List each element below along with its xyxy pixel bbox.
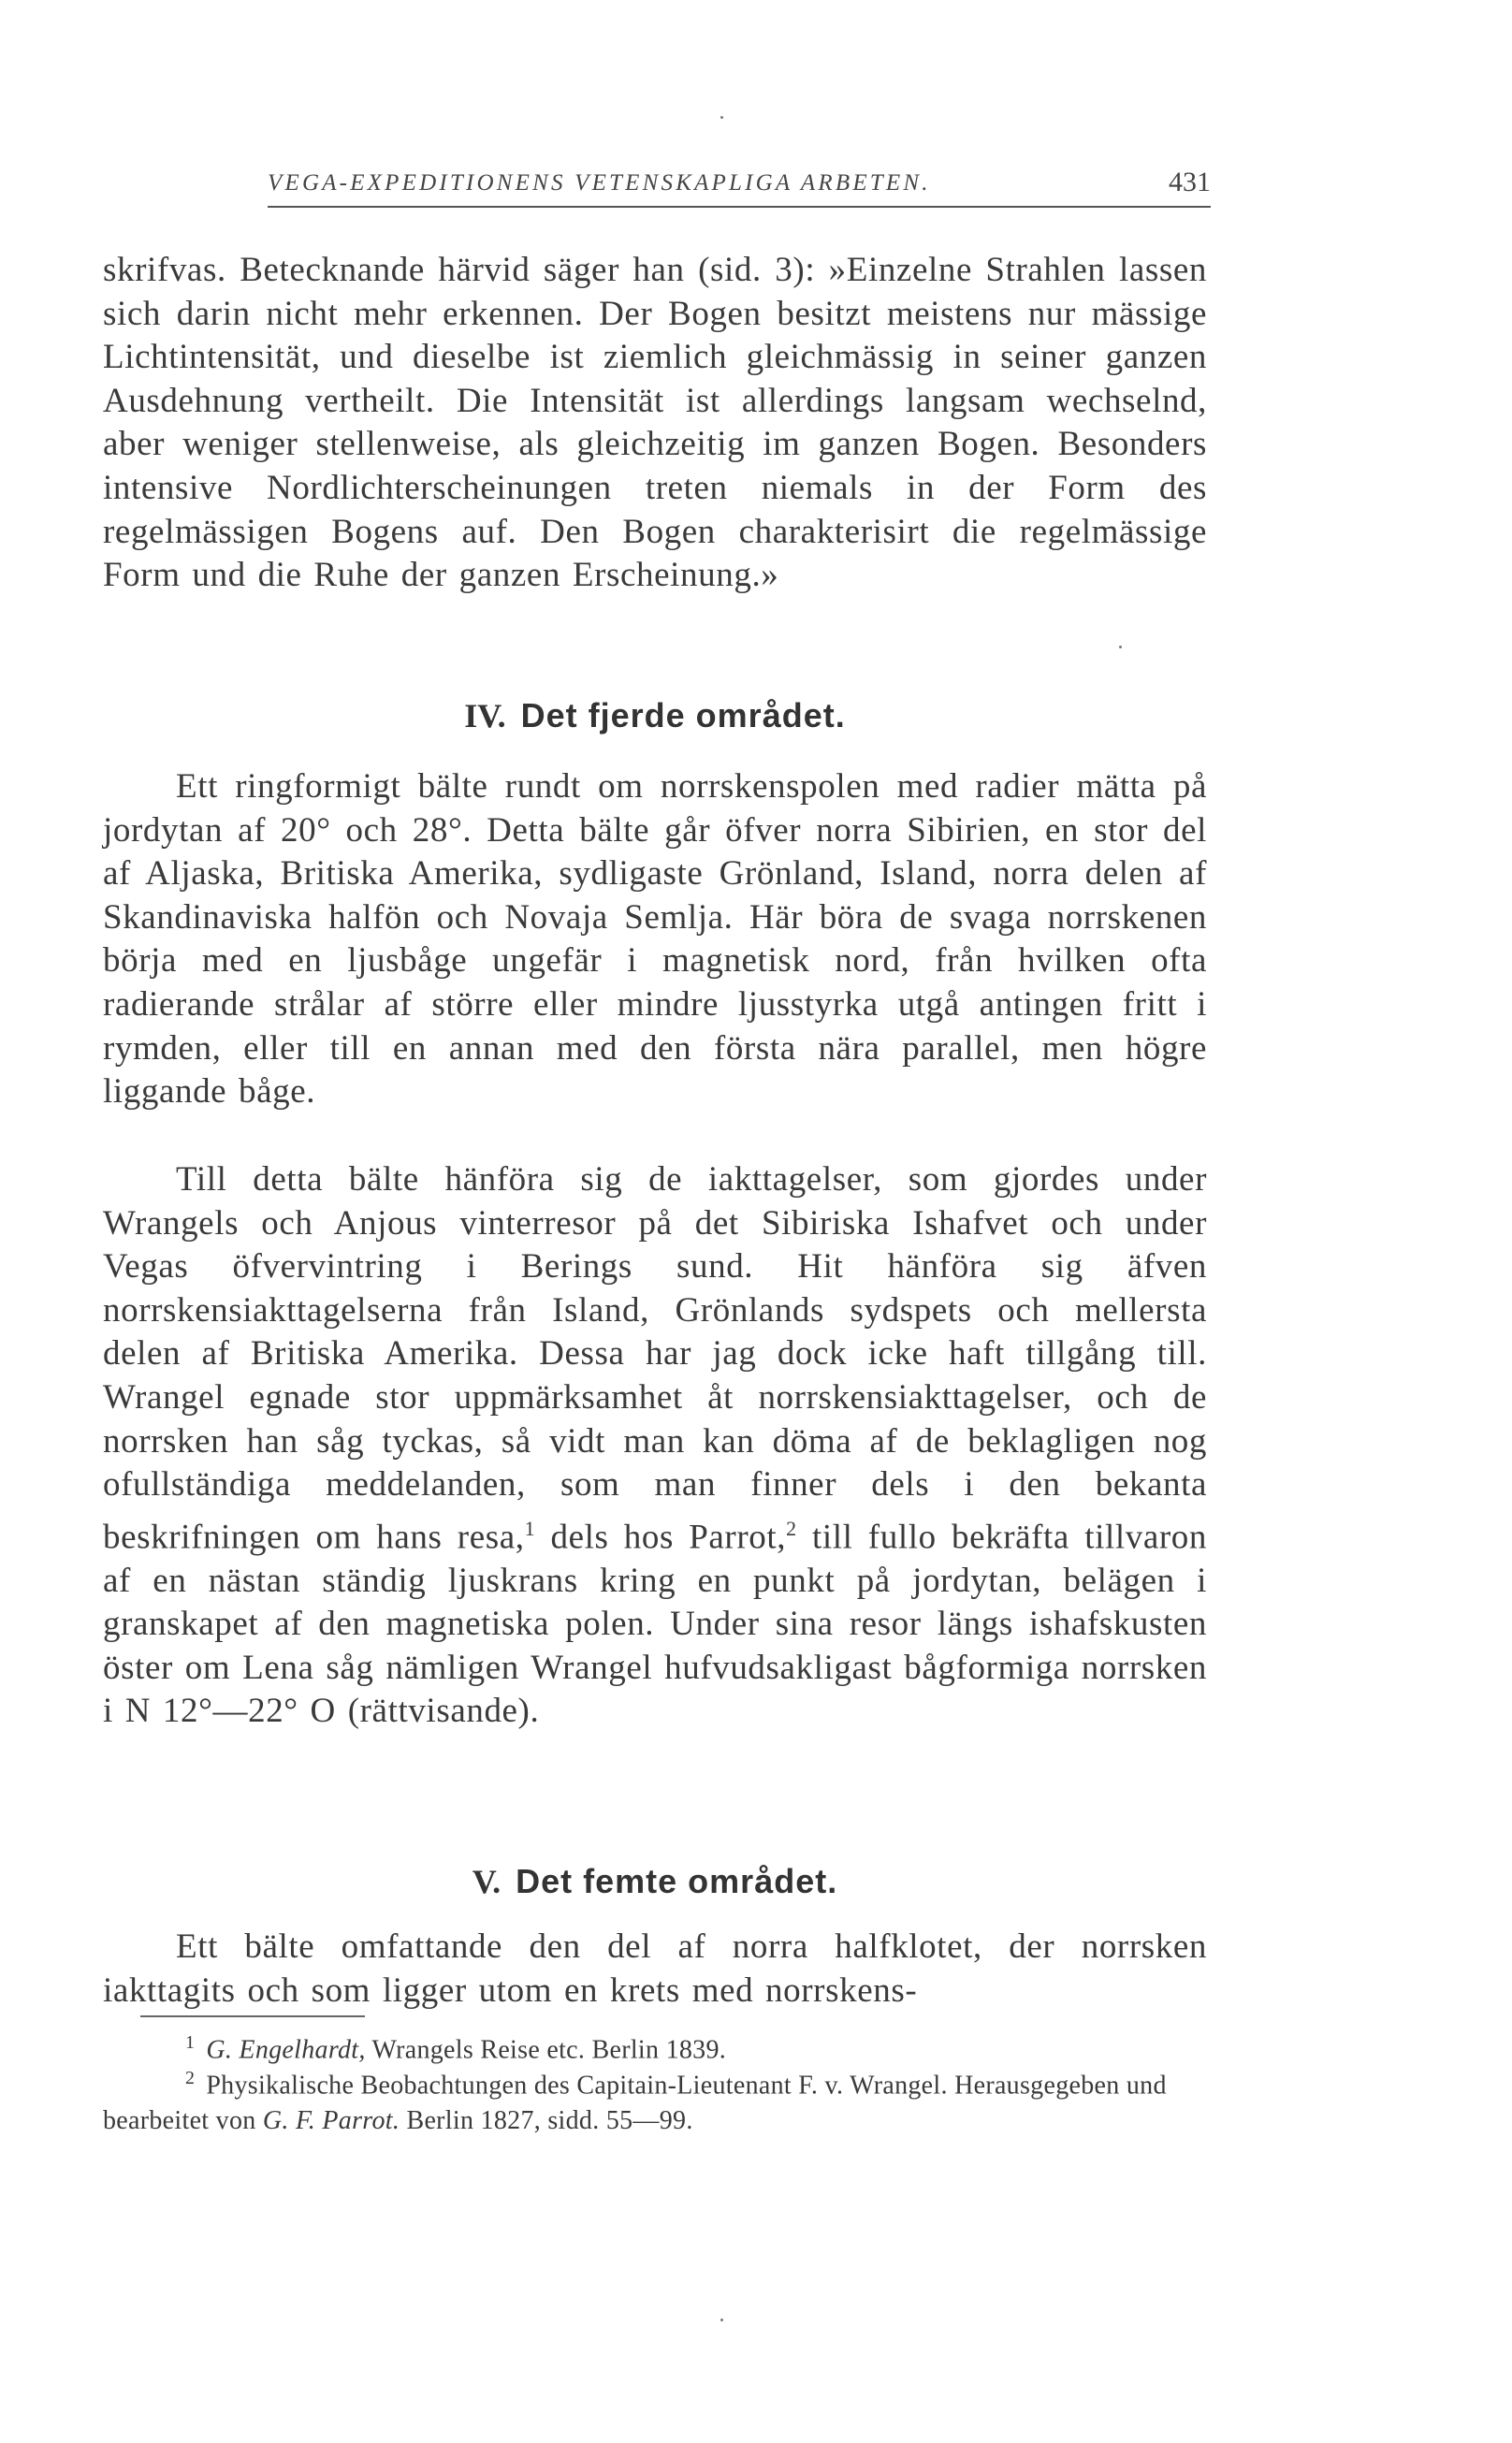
paragraph-observations xyxy=(103,1158,1207,1734)
paragraph-quote: skrifvas. Betecknande härvid säger han (sid. 3): »Einzelne Strahlen lassen sich darin nicht mehr erkennen. Der Bogen besitzt meistens nur mässige Lichtintensität, und dieselbe ist ziemlich gleichmässig in seiner ganzen Ausdehnung vertheilt. Die Intensität ist allerdings langsam wechselnd, aber weniger stellenweise, als gleichzeitig im ganzen Bogen. Besonders intensive Nordlichterscheinungen treten niemals in der Form des regelmässigen Bogens auf. Den Bogen charakterisirt die regelmässige Form und die Ruhe der ganzen Erscheinung.» xyxy=(103,251,1207,595)
footnote-ref-2[interactable]: 2 xyxy=(786,1516,797,1540)
paragraph-fourth-region: Ett ringformigt bälte rundt om norrskenspolen med radier mätta på jordytan af 20° och 28°. Detta bälte går öfver norra Sibirien, en stor del af Aljaska, Britiska Amerika, sydligaste Grönland, Island, norra delen af Skandinaviska halfön och Novaja Semlja. Här böra de svaga norrskenen börja med en ljusbåge ungefär i magnetisk nord, från hvilken ofta radierande strålar af större eller mindre ljusstyrka utgå antingen fritt i rymden, eller till en annan med den första nära parallel, men högre liggande båge. xyxy=(103,767,1207,1112)
section-numeral: IV. xyxy=(464,697,506,734)
section-numeral: V. xyxy=(472,1863,502,1900)
header-title: VEGA-EXPEDITIONENS VETENSKAPLIGA ARBETEN. xyxy=(268,170,931,196)
print-speck xyxy=(720,2319,723,2321)
print-speck xyxy=(1119,646,1122,648)
footnote-author: G. F. Parrot. xyxy=(262,2106,400,2136)
footnote-ref-1[interactable]: 1 xyxy=(524,1516,536,1540)
footnote-author: G. Engelhardt, xyxy=(206,2035,366,2065)
print-speck xyxy=(720,116,723,119)
section-heading-v xyxy=(103,1862,1207,1901)
paragraph-text: dels hos Parrot, xyxy=(550,1518,787,1557)
section-title: Det femte området. xyxy=(516,1862,838,1900)
footnote-divider xyxy=(140,2015,365,2017)
footnote-2 xyxy=(103,2060,1207,2139)
footnote-mark: 2 xyxy=(185,2068,196,2088)
paragraph-text: Till detta bälte hänföra sig de iakttagelser, som gjordes under Wrangels och Anjous vinterresor på det Sibiriska Ishafvet och under Vegas öfvervintring i Berings sund. Hit hänföra sig äfven norrskensiakttagelserna från Island, Grönlands sydspets och mellersta delen af Britiska Amerika. Dessa har jag dock icke haft tillgång till. Wrangel egnade stor uppmärksamhet åt norrskensiakttagelser, och de norrsken han såg tyckas, så vidt man kan döma af de beklagligen nog ofullständiga meddelanden, som man finner dels i den bekanta beskrifningen om hans resa, xyxy=(103,1160,1207,1557)
page-number: 431 xyxy=(1169,167,1211,197)
running-header xyxy=(268,165,1211,208)
paragraph-text: till fullo bekräfta tillvaron af en nästan ständig ljuskrans kring en punkt på jordytan, belägen i granskapet af den magnetiska polen. Under sina resor längs ishafskusten öster om Lena såg nämligen Wrangel hufvudsakligast bågformiga norrsken i N 12°—22° O (rättvisande). xyxy=(103,1518,1207,1731)
paragraph-fifth-region: Ett bälte omfattande den del af norra halfklotet, der norrsken iakttagits och som ligger utom en krets med norrskens- xyxy=(103,1927,1207,2010)
footnote-text: Berlin 1827, sidd. 55—99. xyxy=(406,2106,693,2136)
footnote-mark: 1 xyxy=(185,2032,196,2053)
section-title: Det fjerde området. xyxy=(520,696,846,734)
footnote-text: Wrangels Reise etc. Berlin 1839. xyxy=(371,2035,727,2065)
section-heading-iv xyxy=(103,696,1207,735)
footnote-text: Physikalische Beobachtungen des Capitain-Lieutenant F. v. Wrangel. Herausgegeben und bearbeitet von xyxy=(103,2071,1167,2136)
